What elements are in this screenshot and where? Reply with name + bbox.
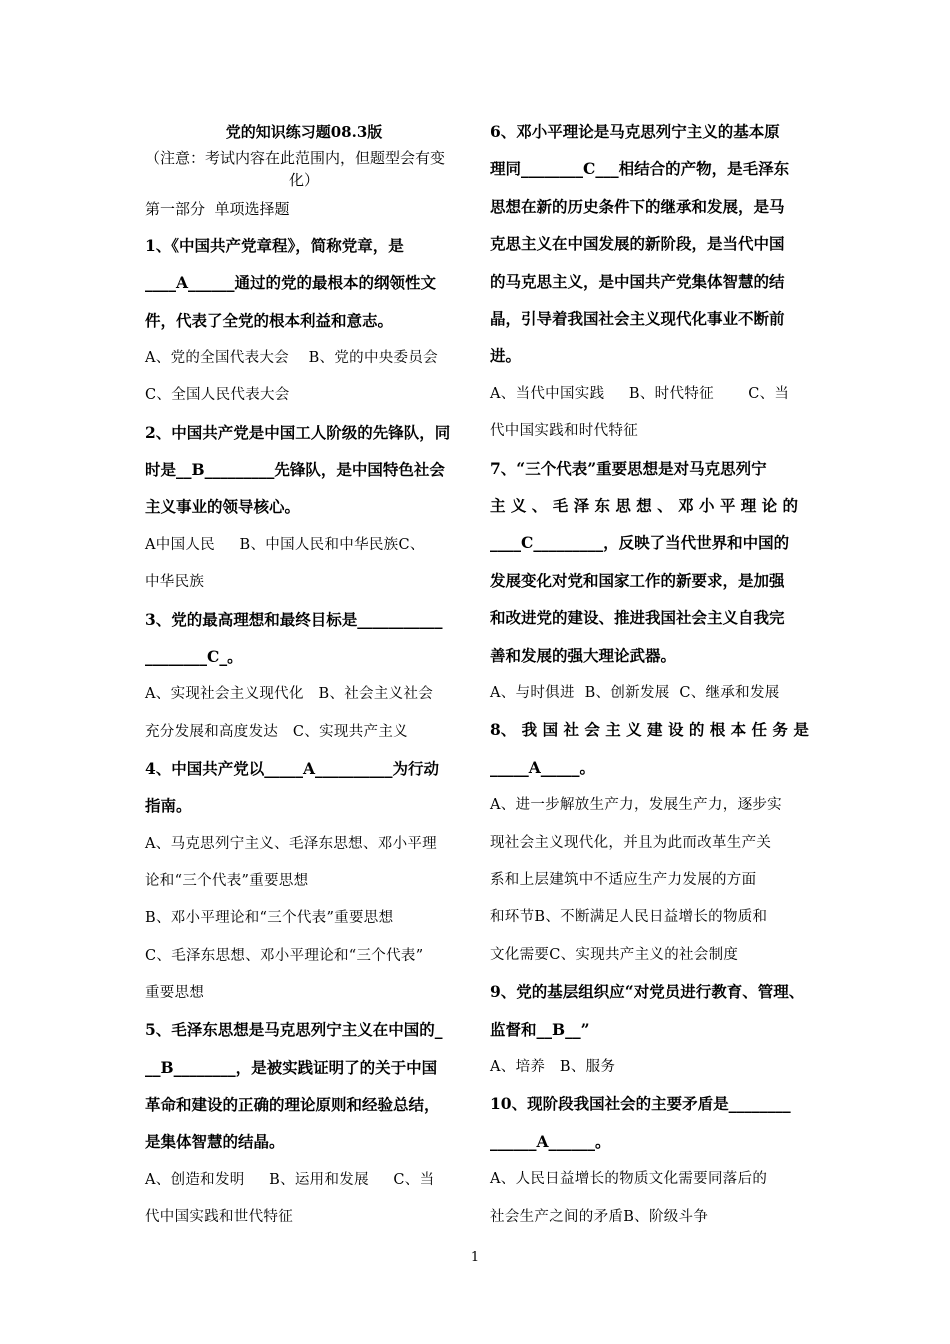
question-line: 和改进党的建设、推进我国社会主义自我完 xyxy=(490,608,785,628)
option-line: A、创造和发明 B、运用和发展 C、当 xyxy=(145,1171,435,1188)
question-line: 发展变化对党和国家工作的新要求，是加强 xyxy=(490,570,785,590)
question-line: 4、中国共产党以_____A__________为行动 xyxy=(145,758,440,778)
option-line: 和环节B、不断满足人民日益增长的物质和 xyxy=(490,909,768,926)
question-line: 思想在新的历史条件下的继承和发展，是马 xyxy=(490,196,785,216)
option-line: A、马克思列宁主义、毛泽东思想、邓小平理 xyxy=(145,835,437,852)
question-line: 7、“三个代表”重要思想是对马克思列宁 xyxy=(490,458,767,478)
question-line: 件，代表了全党的根本利益和意志。 xyxy=(145,310,394,330)
question-line: ________C_。 xyxy=(145,646,243,666)
option-line: A、当代中国实践 B、时代特征 C、当 xyxy=(490,385,790,402)
option-line: 文化需要C、实现共产主义的社会制度 xyxy=(490,946,739,963)
document-note xyxy=(145,147,463,191)
option-line: A、培养 B、服务 xyxy=(490,1059,616,1075)
question-line: 6、邓小平理论是马克思列宁主义的基本原 xyxy=(490,122,780,141)
option-line: 现社会主义现代化，并且为此而改革生产关 xyxy=(490,834,772,851)
question-line: 主义事业的领导核心。 xyxy=(145,497,301,517)
option-line: C、毛泽东思想、邓小平理论和“三个代表” xyxy=(145,947,424,964)
question-line: 10、现阶段我国社会的主要矛盾是________ xyxy=(490,1094,791,1114)
question-line: _____A_____。 xyxy=(490,757,596,777)
section-heading: 第一部分 单项选择题 xyxy=(145,200,290,218)
question-line: 晶，引导着我国社会主义现代化事业不断前 xyxy=(490,309,785,328)
option-line: C、全国人民代表大会 xyxy=(145,387,290,404)
option-line: 系和上层建筑中不适应生产力发展的方面 xyxy=(490,872,757,888)
question-line: 3、党的最高理想和最终目标是___________ xyxy=(145,609,443,629)
option-line: A、与时俱进 B、创新发展 C、继承和发展 xyxy=(490,685,780,701)
question-line: 进。 xyxy=(490,346,522,366)
option-line: B、邓小平理论和“三个代表”重要思想 xyxy=(145,910,394,927)
question-line: 是集体智慧的结晶。 xyxy=(145,1132,285,1152)
question-line: 革命和建设的正确的理论原则和经验总结， xyxy=(145,1095,440,1115)
question-line: 克思主义在中国发展的新阶段，是当代中国 xyxy=(490,234,785,254)
option-line: 充分发展和高度发达 C、实现共产主义 xyxy=(145,723,408,740)
option-line: 代中国实践和世代特征 xyxy=(145,1209,293,1226)
option-line: A、实现社会主义现代化 B、社会主义社会 xyxy=(145,686,434,703)
question-line: 指南。 xyxy=(145,796,192,816)
question-line: 善和发展的强大理论武器。 xyxy=(490,645,677,665)
option-line: A中国人民 B、中国人民和中华民族C、 xyxy=(145,536,425,553)
question-line: 理同________C___相结合的产物，是毛泽东 xyxy=(490,159,790,179)
question-line: ____C_________，反映了当代世界和中国的 xyxy=(490,533,790,553)
question-line: 时是__B_________先锋队，是中国特色社会 xyxy=(145,460,445,480)
option-line: 重要思想 xyxy=(145,985,205,1001)
question-line: 监督和__B__” xyxy=(490,1019,590,1039)
question-line: 的马克思主义，是中国共产党集体智慧的结 xyxy=(490,271,785,291)
note-line-2: 化） xyxy=(288,171,319,189)
option-line: A、人民日益增长的物质文化需要同落后的 xyxy=(490,1171,768,1188)
question-line: 主 义 、 毛 泽 东 思 想 、 邓 小 平 理 论 的 xyxy=(490,496,799,515)
question-line: 9、党的基层组织应“对党员进行教育、管理、 xyxy=(490,982,805,1002)
note-line-1: （注意：考试内容在此范围内，但题型会有变 xyxy=(145,149,446,167)
question-line: 8、 我 国 社 会 主 义 建 设 的 根 本 任 务 是 xyxy=(490,720,809,740)
page-number: 1 xyxy=(470,1250,480,1265)
question-line: __B________，是被实践证明了的关于中国 xyxy=(145,1057,438,1077)
question-line: 1、《中国共产党章程》，简称党章，是 xyxy=(145,236,404,255)
option-line: A、进一步解放生产力，发展生产力，逐步实 xyxy=(490,797,782,814)
question-line: 5、毛泽东思想是马克思列宁主义在中国的_ xyxy=(145,1020,443,1040)
option-line: 论和“三个代表”重要思想 xyxy=(145,872,309,889)
question-line: ____A______通过的党的最根本的纲领性文 xyxy=(145,273,437,293)
question-line: 2、中国共产党是中国工人阶级的先锋队，同 xyxy=(145,422,451,442)
option-line: 社会生产之间的矛盾B、阶级斗争 xyxy=(490,1208,709,1225)
document-title: 党的知识练习题08.3版 xyxy=(225,123,383,141)
option-line: A、党的全国代表大会 B、党的中央委员会 xyxy=(145,350,438,367)
question-line: ______A______。 xyxy=(490,1131,611,1151)
option-line: 代中国实践和时代特征 xyxy=(490,423,638,440)
option-line: 中华民族 xyxy=(145,574,205,591)
